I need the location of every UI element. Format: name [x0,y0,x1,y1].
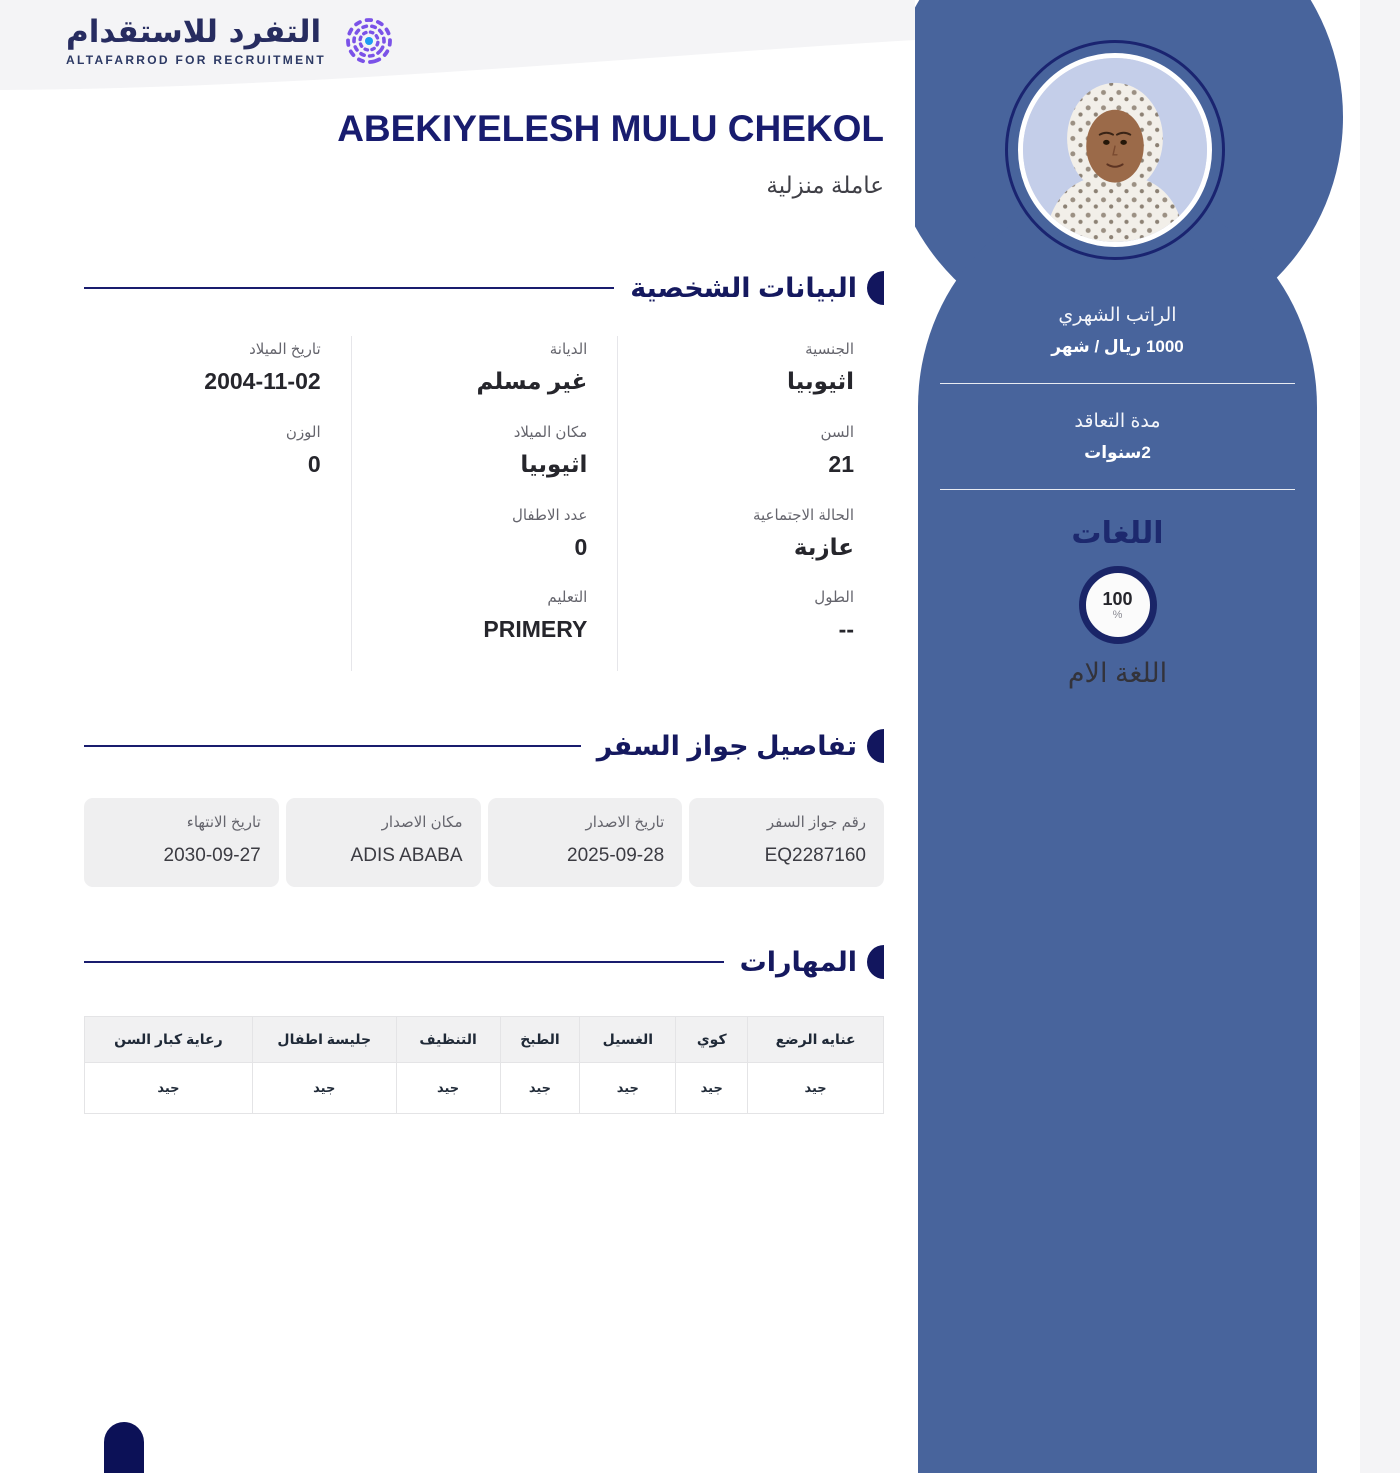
logo-center-dot [365,37,373,45]
skills-table [84,1016,884,1114]
profile-photo [1018,53,1212,247]
company-logo [66,12,398,70]
sidebar [915,0,1360,1473]
field-children-count: عدد الاطفال 0 [511,506,588,560]
field-education: التعليم PRIMERY [483,589,588,643]
field-birthplace: مكان الميلاد اثيوبيا [513,423,588,477]
sidebar-content [918,192,1317,689]
language-percent-value: 100 [1102,588,1133,609]
skill-rating: جيد [580,1063,676,1114]
profile-photo-ring [1005,40,1225,260]
skills-header-row [85,1017,884,1063]
field-age: السن 21 [820,423,854,477]
salary-value: 1000 ريال / شهر [1051,337,1184,356]
personal-data-grid [84,336,884,671]
skill-rating: جيد [396,1063,500,1114]
passport-cards-row [84,798,884,887]
profile-photo-illustration [1023,58,1207,242]
personal-column-2 [351,336,618,671]
skills-value-row [85,1063,884,1114]
section-divider-line [84,745,581,747]
skill-header: جليسة اطفال [252,1017,396,1063]
skill-header: التنظيف [396,1017,500,1063]
skill-header: الطبخ [500,1017,580,1063]
skill-rating: جيد [252,1063,396,1114]
candidate-name: ABEKIYELESH MULU CHEKOL [337,108,884,149]
logo-arabic-title: التفرد للاستقدام [66,13,322,50]
skill-header: عنايه الرضع [748,1017,884,1063]
logo-latin-subtitle: ALTAFARROD FOR RECRUITMENT [66,53,327,68]
field-religion: الديانة غير مسلم [476,341,588,394]
footer-pill-decoration [104,1422,144,1473]
section-divider-line [84,287,614,289]
personal-section-header [84,268,884,308]
field-marital-status: الحالة الاجتماعية عازبة [752,506,854,560]
field-nationality: الجنسية اثيوبيا [787,341,854,394]
passport-number-card: رقم جواز السفر EQ2287160 [689,798,884,887]
passport-issue-place-card: مكان الاصدار ADIS ABABA [286,798,481,887]
skill-rating: جيد [500,1063,580,1114]
sidebar-divider [940,383,1295,384]
dotted-swirl-icon [340,12,398,70]
percent-sign: % [1112,608,1123,621]
section-bullet-icon [867,945,884,979]
skill-rating: جيد [676,1063,748,1114]
candidate-job-title: عاملة منزلية [766,172,884,198]
languages-title: اللغات [1071,517,1164,550]
passport-expiry-date-card: تاريخ الانتهاء 2030-09-27 [84,798,279,887]
skill-rating: جيد [748,1063,884,1114]
salary-label: الراتب الشهري [1058,305,1177,326]
language-percent-badge [1079,566,1157,644]
skills-section-title: المهارات [739,946,857,977]
section-bullet-icon [867,729,884,763]
contract-duration-value: 2سنوات [1084,443,1151,462]
personal-column-1 [617,336,884,671]
personal-column-3 [84,336,351,671]
skill-rating: جيد [85,1063,253,1114]
sidebar-divider [940,489,1295,490]
field-birthdate: تاريخ الميلاد 2004-11-02 [204,341,321,394]
field-height: الطول -- [814,589,854,643]
passport-section-header [84,726,884,766]
field-weight: الوزن 0 [285,423,321,477]
section-divider-line [84,961,724,963]
section-bullet-icon [867,271,884,305]
contract-duration-label: مدة التعاقد [1074,411,1161,432]
skill-header: كوي [676,1017,748,1063]
skill-header: رعاية كبار السن [85,1017,253,1063]
passport-issue-date-card: تاريخ الاصدار 2025-09-28 [488,798,683,887]
personal-section-title: البيانات الشخصية [630,272,857,303]
skills-section-header [84,942,884,982]
passport-section-title: تفاصيل جواز السفر [596,730,857,761]
language-name: اللغة الام [1067,658,1168,688]
skill-header: الغسيل [580,1017,676,1063]
